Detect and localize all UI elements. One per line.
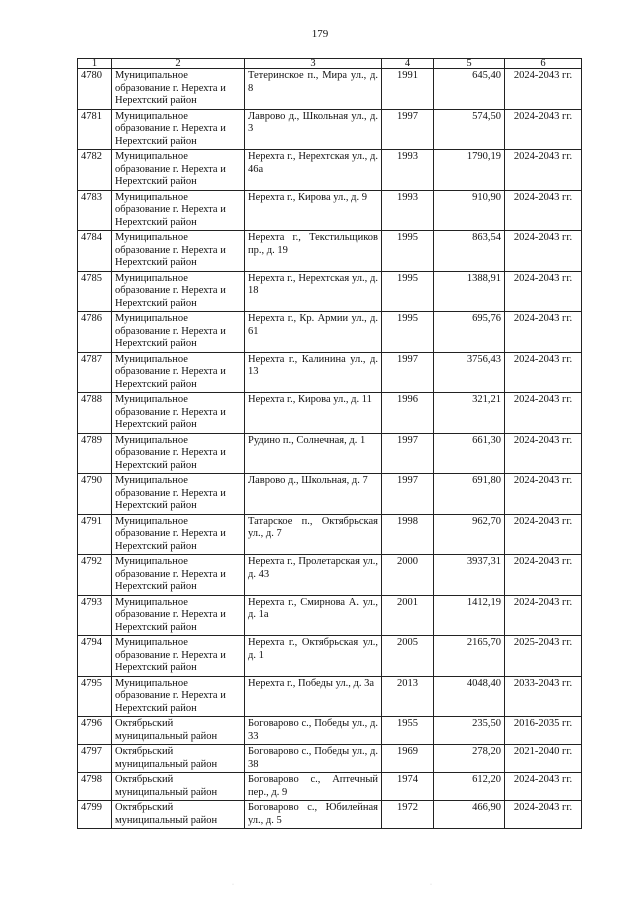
address-cell: Нерехта г., Пролетарская ул., д. 43 [245, 555, 382, 596]
row-number: 4782 [78, 150, 112, 191]
address-cell: Боговарово с., Победы ул., д. 33 [245, 717, 382, 745]
year-cell: 1995 [382, 271, 434, 312]
period-cell: 2024-2043 гг. [505, 312, 582, 353]
column-header: 1 [78, 59, 112, 69]
table-header-row [78, 59, 582, 69]
row-number: 4799 [78, 801, 112, 829]
address-cell: Боговарово с., Победы ул., д. 38 [245, 745, 382, 773]
municipality-cell: Муниципальное образование г. Нерехта и Нерехтский район [112, 433, 245, 474]
address-cell: Татарское п., Октябрьская ул., д. 7 [245, 514, 382, 555]
municipality-cell: Муниципальное образование г. Нерехта и Нерехтский район [112, 676, 245, 717]
period-cell: 2024-2043 гг. [505, 801, 582, 829]
area-cell: 661,30 [434, 433, 505, 474]
table-row [78, 271, 582, 312]
municipality-cell: Муниципальное образование г. Нерехта и Нерехтский район [112, 636, 245, 677]
row-number: 4790 [78, 474, 112, 515]
address-cell: Нерехта г., Калинина ул., д. 13 [245, 352, 382, 393]
municipality-cell: Муниципальное образование г. Нерехта и Нерехтский район [112, 312, 245, 353]
municipality-cell: Октябрьский муниципальный район [112, 717, 245, 745]
period-cell: 2024-2043 гг. [505, 393, 582, 434]
year-cell: 1997 [382, 109, 434, 150]
column-header: 5 [434, 59, 505, 69]
table-row [78, 393, 582, 434]
year-cell: 1996 [382, 393, 434, 434]
table-row [78, 676, 582, 717]
municipality-cell: Муниципальное образование г. Нерехта и Нерехтский район [112, 555, 245, 596]
municipality-cell: Октябрьский муниципальный район [112, 801, 245, 829]
column-header: 4 [382, 59, 434, 69]
table-row [78, 433, 582, 474]
municipality-cell: Октябрьский муниципальный район [112, 745, 245, 773]
period-cell: 2024-2043 гг. [505, 474, 582, 515]
row-number: 4791 [78, 514, 112, 555]
row-number: 4797 [78, 745, 112, 773]
period-cell: 2024-2043 гг. [505, 773, 582, 801]
table-row [78, 773, 582, 801]
year-cell: 1997 [382, 433, 434, 474]
area-cell: 863,54 [434, 231, 505, 272]
scan-mark: · [430, 882, 432, 888]
municipality-cell: Муниципальное образование г. Нерехта и Нерехтский район [112, 393, 245, 434]
period-cell: 2024-2043 гг. [505, 271, 582, 312]
address-cell: Нерехта г., Кр. Армии ул., д. 61 [245, 312, 382, 353]
year-cell: 2000 [382, 555, 434, 596]
area-cell: 3756,43 [434, 352, 505, 393]
area-cell: 962,70 [434, 514, 505, 555]
row-number: 4787 [78, 352, 112, 393]
row-number: 4789 [78, 433, 112, 474]
period-cell: 2024-2043 гг. [505, 190, 582, 231]
table-row [78, 312, 582, 353]
row-number: 4783 [78, 190, 112, 231]
row-number: 4784 [78, 231, 112, 272]
municipality-cell: Муниципальное образование г. Нерехта и Нерехтский район [112, 150, 245, 191]
municipality-cell: Муниципальное образование г. Нерехта и Нерехтский район [112, 595, 245, 636]
row-number: 4795 [78, 676, 112, 717]
table-row [78, 109, 582, 150]
area-cell: 691,80 [434, 474, 505, 515]
page-number: 179 [311, 28, 329, 40]
period-cell: 2016-2035 гг. [505, 717, 582, 745]
period-cell: 2024-2043 гг. [505, 150, 582, 191]
year-cell: 1974 [382, 773, 434, 801]
column-header: 2 [112, 59, 245, 69]
address-cell: Нерехта г., Нерехтская ул., д. 18 [245, 271, 382, 312]
table-row [78, 190, 582, 231]
table-row [78, 231, 582, 272]
address-cell: Рудино п., Солнечная, д. 1 [245, 433, 382, 474]
period-cell: 2024-2043 гг. [505, 433, 582, 474]
year-cell: 2001 [382, 595, 434, 636]
row-number: 4780 [78, 69, 112, 110]
registry-table [77, 58, 582, 829]
address-cell: Нерехта г., Кирова ул., д. 9 [245, 190, 382, 231]
row-number: 4796 [78, 717, 112, 745]
year-cell: 1998 [382, 514, 434, 555]
table-row [78, 514, 582, 555]
address-cell: Боговарово с., Аптечный пер., д. 9 [245, 773, 382, 801]
year-cell: 1993 [382, 150, 434, 191]
year-cell: 1995 [382, 312, 434, 353]
table-row [78, 717, 582, 745]
municipality-cell: Октябрьский муниципальный район [112, 773, 245, 801]
address-cell: Нерехта г., Текстильщиков пр., д. 19 [245, 231, 382, 272]
area-cell: 695,76 [434, 312, 505, 353]
year-cell: 1955 [382, 717, 434, 745]
year-cell: 1969 [382, 745, 434, 773]
address-cell: Нерехта г., Октябрьская ул., д. 1 [245, 636, 382, 677]
table-row [78, 595, 582, 636]
period-cell: 2024-2043 гг. [505, 555, 582, 596]
area-cell: 612,20 [434, 773, 505, 801]
area-cell: 235,50 [434, 717, 505, 745]
row-number: 4798 [78, 773, 112, 801]
area-cell: 1412,19 [434, 595, 505, 636]
year-cell: 2005 [382, 636, 434, 677]
address-cell: Нерехта г., Победы ул., д. 3а [245, 676, 382, 717]
address-cell: Нерехта г., Смирнова А. ул., д. 1а [245, 595, 382, 636]
year-cell: 2013 [382, 676, 434, 717]
area-cell: 278,20 [434, 745, 505, 773]
period-cell: 2024-2043 гг. [505, 514, 582, 555]
year-cell: 1997 [382, 352, 434, 393]
municipality-cell: Муниципальное образование г. Нерехта и Нерехтский район [112, 69, 245, 110]
period-cell: 2024-2043 гг. [505, 352, 582, 393]
table-row [78, 636, 582, 677]
table-row [78, 801, 582, 829]
area-cell: 4048,40 [434, 676, 505, 717]
table-row [78, 745, 582, 773]
table-row [78, 150, 582, 191]
address-cell: Боговарово с., Юбилейная ул., д. 5 [245, 801, 382, 829]
area-cell: 1790,19 [434, 150, 505, 191]
table-row [78, 69, 582, 110]
area-cell: 3937,31 [434, 555, 505, 596]
year-cell: 1995 [382, 231, 434, 272]
year-cell: 1972 [382, 801, 434, 829]
area-cell: 910,90 [434, 190, 505, 231]
column-header: 3 [245, 59, 382, 69]
row-number: 4793 [78, 595, 112, 636]
municipality-cell: Муниципальное образование г. Нерехта и Нерехтский район [112, 474, 245, 515]
period-cell: 2025-2043 гг. [505, 636, 582, 677]
address-cell: Нерехта г., Кирова ул., д. 11 [245, 393, 382, 434]
municipality-cell: Муниципальное образование г. Нерехта и Нерехтский район [112, 514, 245, 555]
period-cell: 2024-2043 гг. [505, 595, 582, 636]
scan-mark: · [232, 882, 234, 888]
row-number: 4794 [78, 636, 112, 677]
period-cell: 2033-2043 гг. [505, 676, 582, 717]
address-cell: Тетеринское п., Мира ул., д. 8 [245, 69, 382, 110]
year-cell: 1997 [382, 474, 434, 515]
period-cell: 2021-2040 гг. [505, 745, 582, 773]
area-cell: 321,21 [434, 393, 505, 434]
area-cell: 1388,91 [434, 271, 505, 312]
area-cell: 574,50 [434, 109, 505, 150]
table-row [78, 474, 582, 515]
period-cell: 2024-2043 гг. [505, 231, 582, 272]
municipality-cell: Муниципальное образование г. Нерехта и Нерехтский район [112, 190, 245, 231]
municipality-cell: Муниципальное образование г. Нерехта и Нерехтский район [112, 231, 245, 272]
year-cell: 1993 [382, 190, 434, 231]
row-number: 4788 [78, 393, 112, 434]
period-cell: 2024-2043 гг. [505, 109, 582, 150]
address-cell: Лаврово д., Школьная ул., д. 3 [245, 109, 382, 150]
table-row [78, 555, 582, 596]
municipality-cell: Муниципальное образование г. Нерехта и Нерехтский район [112, 352, 245, 393]
period-cell: 2024-2043 гг. [505, 69, 582, 110]
row-number: 4785 [78, 271, 112, 312]
address-cell: Нерехта г., Нерехтская ул., д. 46а [245, 150, 382, 191]
column-header: 6 [505, 59, 582, 69]
area-cell: 645,40 [434, 69, 505, 110]
row-number: 4786 [78, 312, 112, 353]
municipality-cell: Муниципальное образование г. Нерехта и Нерехтский район [112, 109, 245, 150]
area-cell: 2165,70 [434, 636, 505, 677]
row-number: 4781 [78, 109, 112, 150]
area-cell: 466,90 [434, 801, 505, 829]
municipality-cell: Муниципальное образование г. Нерехта и Нерехтский район [112, 271, 245, 312]
year-cell: 1991 [382, 69, 434, 110]
address-cell: Лаврово д., Школьная, д. 7 [245, 474, 382, 515]
table-row [78, 352, 582, 393]
row-number: 4792 [78, 555, 112, 596]
